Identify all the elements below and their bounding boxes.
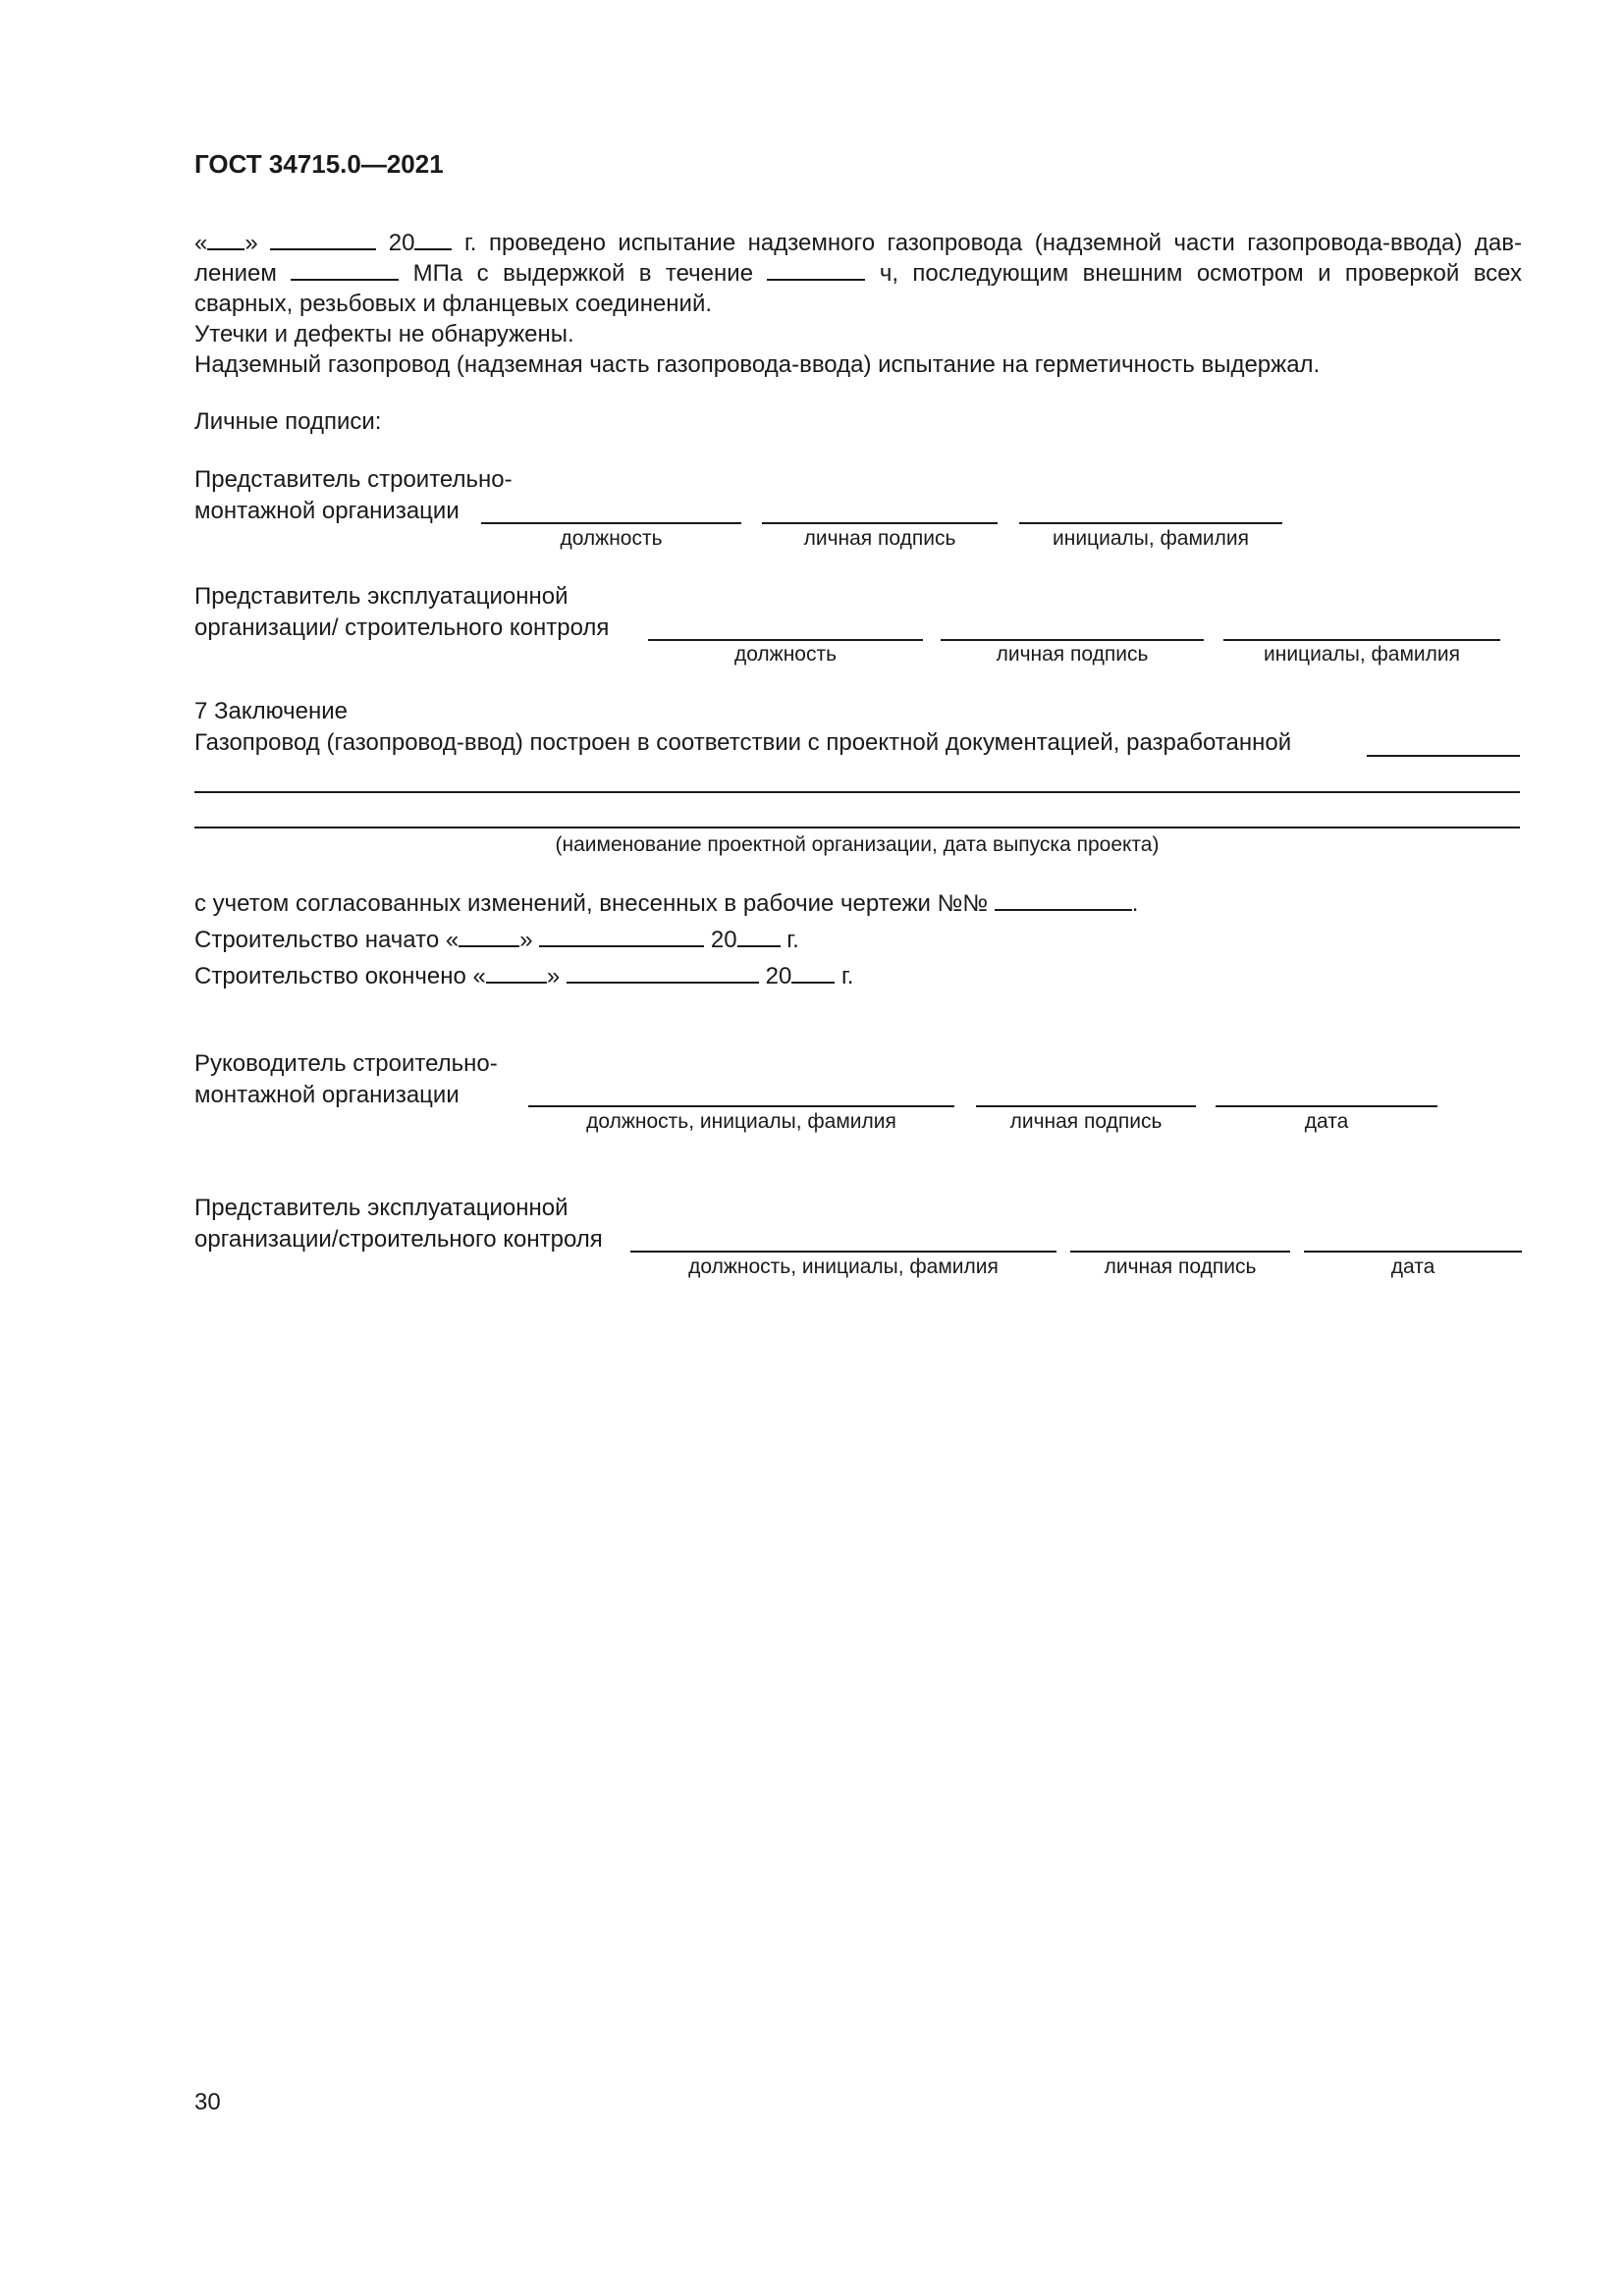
sig4-caption-position: должность, инициалы, фамилия (688, 1255, 999, 1278)
drawings-number-blank[interactable] (995, 889, 1132, 911)
signatures-label: Личные подписи: (194, 408, 382, 435)
sig3-caption-position: должность, инициалы, фамилия (586, 1110, 896, 1133)
sig2-label-line1: Представитель эксплуатационной (194, 583, 568, 610)
sig4-caption-signature: личная подпись (1104, 1255, 1257, 1278)
sig2-caption-signature: личная подпись (996, 643, 1149, 666)
design-org-blank-3[interactable] (194, 827, 1520, 828)
sig1-position-line[interactable] (481, 522, 741, 524)
sig4-label-line1: Представитель эксплуатационной (194, 1195, 568, 1221)
sig4-position-line[interactable] (630, 1251, 1056, 1253)
sig3-caption-signature: личная подпись (1009, 1110, 1163, 1133)
sig1-signature-line[interactable] (762, 522, 998, 524)
sig1-label-line2: монтажной организации (194, 498, 460, 524)
pressure-blank[interactable] (291, 259, 399, 281)
start-month-blank[interactable] (539, 926, 704, 947)
sig3-label-line1: Руководитель строительно- (194, 1050, 498, 1077)
design-org-blank-2[interactable] (194, 791, 1520, 793)
test-line-4: Утечки и дефекты не обнаружены. (194, 321, 574, 347)
sig2-caption-name: инициалы, фамилия (1264, 643, 1460, 666)
sig1-caption-name: инициалы, фамилия (1053, 527, 1249, 550)
sig3-signature-line[interactable] (976, 1105, 1196, 1107)
sig2-name-line[interactable] (1223, 639, 1500, 641)
conclusion-heading: 7 Заключение (194, 698, 348, 724)
test-line-1: « » 20 г. проведено испытание надземного газопровода (надземной части газопровода-ввода) дав- (194, 230, 1522, 256)
start-day-blank[interactable] (459, 926, 519, 947)
construction-start-line: Строительство начато « » 20 г. (194, 927, 799, 953)
document-number: ГОСТ 34715.0—2021 (194, 149, 444, 179)
test-paragraph (194, 228, 1522, 380)
sig2-position-line[interactable] (648, 639, 923, 641)
sig1-name-line[interactable] (1019, 522, 1282, 524)
sig3-date-line[interactable] (1216, 1105, 1437, 1107)
test-line-5: Надземный газопровод (надземная часть газопровода-ввода) испытание на герметичность выдержал. (194, 351, 1321, 378)
sig4-caption-date: дата (1390, 1255, 1435, 1278)
test-line-3: сварных, резьбовых и фланцевых соединений. (194, 291, 713, 317)
sig1-caption-signature: личная подпись (803, 527, 956, 550)
duration-blank[interactable] (767, 259, 865, 281)
sig3-caption-date: дата (1304, 1110, 1349, 1133)
end-month-blank[interactable] (567, 962, 759, 984)
sig2-signature-line[interactable] (941, 639, 1204, 641)
year-blank[interactable] (414, 229, 452, 250)
sig3-position-line[interactable] (528, 1105, 954, 1107)
design-org-blank-1[interactable] (1367, 755, 1520, 757)
day-blank[interactable] (207, 229, 244, 250)
page-number: 30 (194, 2089, 221, 2115)
sig3-label-line2: монтажной организации (194, 1082, 460, 1108)
conclusion-line1: Газопровод (газопровод-ввод) построен в соответствии с проектной документацией, разработанной (194, 729, 1292, 756)
construction-end-line: Строительство окончено « » 20 г. (194, 963, 854, 989)
sig4-label-line2: организации/строительного контроля (194, 1226, 603, 1253)
sig1-caption-position: должность (560, 527, 663, 550)
design-org-caption: (наименование проектной организации, дата выпуска проекта) (555, 833, 1160, 856)
month-blank[interactable] (270, 229, 376, 250)
sig4-signature-line[interactable] (1070, 1251, 1290, 1253)
changes-line: с учетом согласованных изменений, внесенных в рабочие чертежи №№ . (194, 890, 1139, 917)
test-line-2: лением МПа с выдержкой в течение ч, последующим внешним осмотром и проверкой всех (194, 260, 1522, 287)
sig4-date-line[interactable] (1304, 1251, 1522, 1253)
sig2-caption-position: должность (733, 643, 838, 666)
sig2-label-line2: организации/ строительного контроля (194, 614, 610, 641)
sig1-label-line1: Представитель строительно- (194, 466, 513, 493)
end-year-blank[interactable] (791, 962, 835, 984)
end-day-blank[interactable] (486, 962, 547, 984)
start-year-blank[interactable] (737, 926, 781, 947)
